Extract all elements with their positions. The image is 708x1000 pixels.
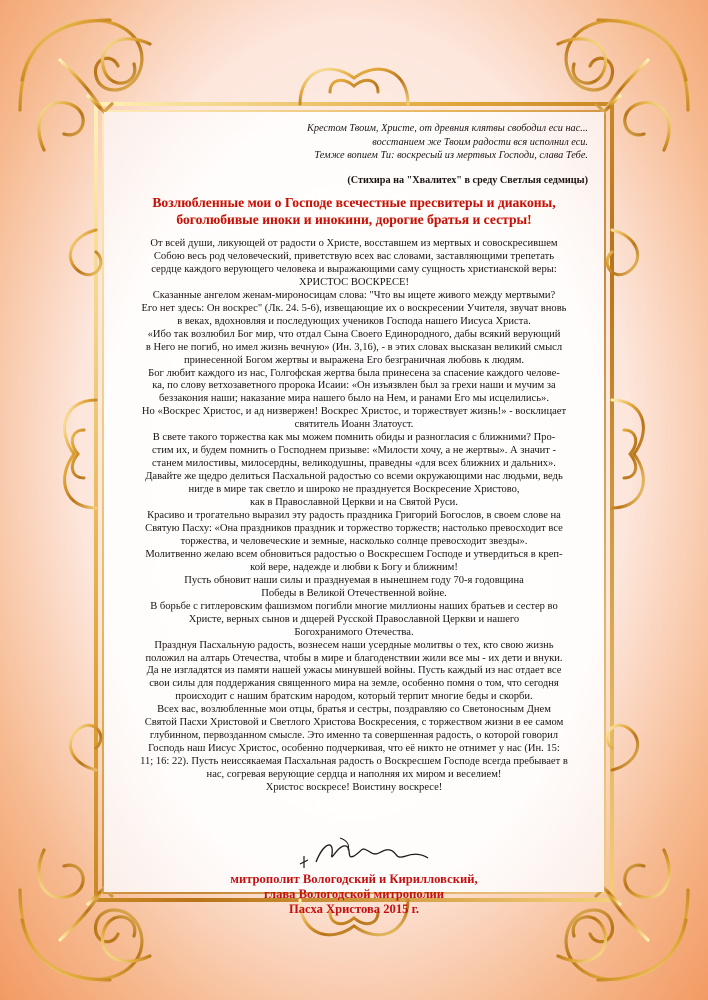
body-line: Всех вас, возлюбленные мои отцы, братья и сестры, поздравляю со Светоносным Днем [157,704,551,716]
body-line: нигде в мире так светло и широко не празднуется Воскресение Христово, [188,484,520,496]
handwritten-signature [294,834,434,874]
body-line: сердце каждого верующего человека и выражающими саму сущность христианской веры: [151,263,557,275]
signoff-line: глава Вологодской митрополии [263,887,445,901]
greeting-heading [104,194,604,228]
body-line: Бог любит каждого из нас, Голгофская жертва была принесена за спасение каждого челове- [148,367,560,379]
body-line: станем милостивы, милосердны, великодушны, праведны «для всех ближних и дальних». [152,458,556,470]
swirl-ornament-right [612,400,643,508]
body-line: Пусть обновит наши силы и празднуемая в нынешнем году 70-я годовщина [184,574,524,586]
body-line: глубинном, первозданном смысле. Это именно та совершенная радость, о которой говорил [149,730,559,742]
epigraph-line: восстанием же Твоим радости вся исполнил еси. [372,136,588,148]
greeting-line: боголюбивые иноки и инокини, дорогие братья и сестры! [176,212,532,227]
body-line: В свете такого торжества как мы можем помнить обиды и разногласия с ближними? Про- [152,432,556,444]
body-line: Победы в Великой Отечественной войне. [261,587,447,599]
body-line: ХРИСТОС ВОСКРЕСЕ! [298,276,409,288]
body-line: Христе, верных сынов и дщерей Русской Православной Церкви и нашего [188,613,520,625]
body-line: торжества, и человеческие и земные, насколько солнце превосходит звезды». [180,535,528,547]
body-line: Собою весь род человеческий, приветствую всех вас словами, заставляющими трепетать [153,250,555,262]
body-line: Христос воскресе! Воистину воскресе! [265,782,443,794]
letter-body [114,238,594,795]
epigraph [118,122,588,163]
swirl-ornament-left [65,400,96,508]
swirl-ornament-top [300,69,408,104]
signoff-block [104,872,604,917]
body-line: Сказанные ангелом женам-мироносицам слова: "Что вы ищете живого между мертвыми? [152,289,556,301]
body-line: беззакония наши; наказание мира нашего было на Нем, и ранами Его мы исцелились». [159,393,549,405]
signoff-line: митрополит Вологодский и Кирилловский, [230,872,478,886]
body-line: происходит с нашим братским народом, который терпит многие беды и скорби. [175,691,533,703]
epigraph-source: (Стихира на "Хвалитех" в среду Светлыя седмицы) [347,175,588,186]
body-line: От всей души, ликующей от радости о Христе, восставшем из мертвых и совоскресившем [150,238,558,249]
body-line: Господь наш Иисус Христос, особенно подчеркивая, что её никто не отнимет у нас (Ин. 15: [148,743,560,755]
body-line: Его нет здесь: Он воскрес" (Лк. 24. 5-6), извещающие их о воскресении Учителя, звучат вновь [141,302,567,314]
body-line: положил на алтарь Отечества, чтобы в мире и благоденствии жили все мы - их дети и внуки. [145,652,563,664]
body-line: Но «Воскрес Христос, и ад низвержен! Воскрес Христос, и торжествует жизнь!» - восклицает [141,406,567,418]
body-line: Да не изгладятся из памяти нашей ужасы минувшей войны. Пусть каждый из нас отдает все [146,665,562,677]
body-line: Молитвенно желаю всем обновиться радостью о Воскресшем Господе и утвердиться в креп- [145,548,563,560]
body-line: стим их, и будем помнить о Господнем призыве: «Милости хочу, а не жертвы». А значит - [151,445,557,457]
body-line: ка, по слову ветхозаветного пророка Исаии: «Он изъязвлен был за грехи наши и мучим за [152,380,556,392]
body-line: нас, согревая верующие сердца и наполняя их миром и веселием! [206,769,502,781]
body-line: в Него не погиб, но имел жизнь вечную» (Ин. 3,16), - в этих словах высказан великий смысл [145,341,563,353]
body-line: Святую Пасху: «Она праздников праздник и торжество торжеств; настолько превосходит все [145,522,563,534]
body-line: «Ибо так возлюбил Бог мир, что отдал Сына Своего Единородного, дабы всякий верующий [147,328,561,340]
body-line: Празднуя Пасхальную радость, вознесем наши усердные молитвы о тех, кто свою жизнь [154,639,554,651]
epigraph-line: Крестом Твоим, Христе, от древния клятвы свободил еси нас... [307,123,588,134]
body-line: святитель Иоанн Златоуст. [294,419,414,431]
body-line: В борьбе с гитлеровским фашизмом погибли многие миллионы наших братьев и сестер во [150,600,558,612]
body-line: Красиво и трогательно выразил эту радость праздника Григорий Богослов, в своем слове на [147,510,561,522]
body-line: принесенной Богом жертвы и выражена Его безграничная любовь к людям. [183,354,525,366]
signoff-line: Пасха Христова 2015 г. [288,902,420,916]
epigraph-line: Темже вопием Ти: воскресый из мертвых Господи, слава Тебе. [314,150,588,161]
body-line: Богохранимого Отечества. [294,626,414,638]
greeting-line: Возлюбленные мои о Господе всечестные пресвитеры и диаконы, [152,195,556,210]
body-line: как в Православной Церкви и на Святой Руси. [250,497,458,509]
letter-page [104,112,604,916]
body-line: свои силы для поддержания священного мира на земле, особенно помня о том, что сегодня [149,678,559,690]
body-line: в веках, вдохновляя и последующих учеников Господа нашего Иисуса Христа. [177,315,531,327]
body-line: кой вере, надежде и любви к Богу и ближним! [250,561,458,573]
body-line: 11; 16: 22). Пусть неиссякаемая Пасхальная радость о Воскресшем Господе всегда пребывает в [140,756,568,768]
body-line: Святой Пасхи Христовой и Светлого Христова Воскресения, с торжеством жизни в ее самом [144,717,564,729]
body-line: Давайте же щедро делиться Пасхальной радостью со всеми окружающими нас людьми, ведь [145,471,563,483]
